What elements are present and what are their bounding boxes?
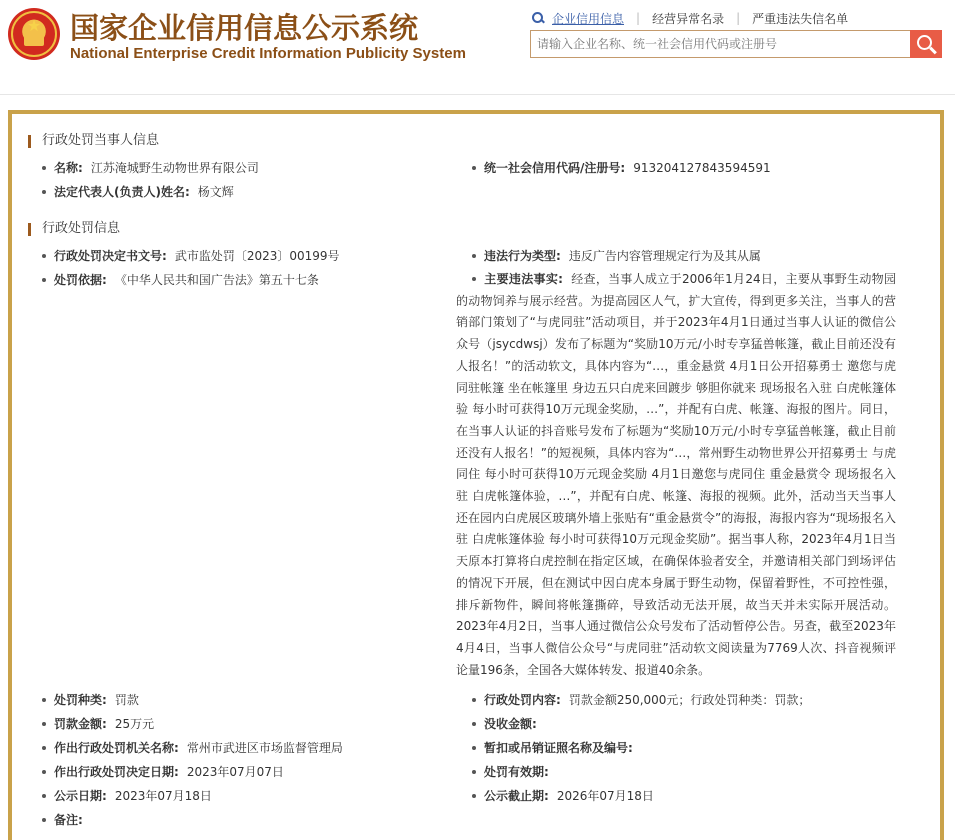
illegal-type-value: 违反广告内容管理规定行为及其从属: [568, 249, 761, 263]
license-label: 暂扣或吊销证照名称及编号:: [484, 741, 633, 755]
section-penalty-title: 行政处罚信息: [26, 218, 926, 240]
confiscate-label: 没收金额:: [484, 717, 537, 731]
penalty-kind-value: 罚款: [114, 693, 139, 707]
authority-value: 常州市武进区市场监督管理局: [186, 741, 343, 755]
party-name-field: [26, 156, 259, 180]
basis-value: 《中华人民共和国广告法》第五十七条: [114, 273, 319, 287]
fine-amount-field: [26, 712, 154, 736]
party-row-1: [26, 156, 926, 180]
penalty-kind-field: [26, 688, 139, 712]
site-title-cn: 国家企业信用信息公示系统: [70, 11, 419, 45]
penalty-row-8: [26, 808, 926, 832]
validity-label: 处罚有效期:: [484, 765, 549, 779]
search-input[interactable]: [531, 31, 911, 57]
decision-no-value: 武市监处罚〔2023〕00199号: [174, 249, 340, 263]
content-frame: [8, 110, 944, 840]
nav-enterprise-credit[interactable]: 企业信用信息: [552, 11, 625, 26]
decision-date-value: 2023年07月07日: [186, 765, 284, 779]
site-header: [0, 0, 955, 95]
penalty-row-2: [26, 268, 926, 688]
nav-separator: |: [636, 11, 641, 25]
fine-amount-label: 罚款金额:: [54, 717, 107, 731]
legal-rep-value: 杨文辉: [197, 185, 234, 199]
confiscate-field: [456, 712, 545, 736]
penalty-content-label: 行政处罚内容:: [484, 693, 561, 707]
party-name-value: 江苏淹城野生动物世界有限公司: [90, 161, 259, 175]
decision-no-label: 行政处罚决定书文号:: [54, 249, 167, 263]
remark-field: [26, 808, 91, 832]
credit-code-value: 913204127843594591: [633, 161, 771, 175]
validity-field: [456, 760, 557, 784]
fine-amount-value: 25万元: [114, 717, 155, 731]
credit-code-label: 统一社会信用代码/注册号:: [484, 161, 626, 175]
publish-end-value: 2026年07月18日: [556, 789, 654, 803]
content-inner: [26, 124, 926, 832]
basis-field: [26, 268, 319, 292]
illegal-type-field: [456, 244, 761, 268]
penalty-row-3: [26, 688, 926, 712]
penalty-content-value: 罚款金额250,000元；行政处罚种类：罚款；: [568, 693, 811, 707]
publish-date-label: 公示日期:: [54, 789, 107, 803]
party-name-label: 名称:: [54, 161, 83, 175]
search-button[interactable]: [910, 30, 942, 58]
search-bar: [530, 30, 942, 58]
authority-label: 作出行政处罚机关名称:: [54, 741, 179, 755]
penalty-row-7: [26, 784, 926, 808]
authority-field: [26, 736, 343, 760]
publish-end-label: 公示截止期:: [484, 789, 549, 803]
decision-date-field: [26, 760, 284, 784]
decision-no-field: [26, 244, 340, 268]
national-emblem-icon: ★: [8, 8, 60, 60]
publish-date-field: [26, 784, 212, 808]
top-nav: [532, 10, 848, 26]
main-facts-value: 经查，当事人成立于2006年1月24日，主要从事野生动物园的动物饲养与展示经营。为提高园区人气，扩大宣传，得到更多关注，当事人的营销部门策划了“与虎同驻”活动项目，并于2023年4月1日通过当事人认证的微信公众号（jsycdwsj）发布了标题为“奖励10万元/小时专享猛兽帐篷，截止目前还没有人报名！”的活动软文，具体内容为“…，重金悬赏 4月1日公开招募勇士 邀您与虎同驻帐篷 坐在帐篷里 身边五只白虎来回踱步 够胆你就来 现场报名入驻 白虎帐篷体验 每小时可获得10万元现金奖励，…”，并配有白虎、帐篷、海报的图片。同日，在当事人认证的抖音账号发布了标题为“奖励10万元/小时专享猛兽帐篷，截止目前还没有人报名！”的短视频，具体内容为“…，常州野生动物世界公开招募勇士 与虎同住 每小时可获得10万元现金奖励 4月1日邀您与虎同住 重金悬赏令 现场报名入驻 白虎帐篷体验，…”，并配有白虎、帐篷、海报的视频。此外，活动当天当事人还在园内白虎展区玻璃外墙上张贴有“重金悬赏令”的海报，海报内容为“现场报名入驻 白虎帐篷体验 每小时可获得10万元现金奖励”。据当事人称，2023年4月1日当天原本打算将白虎控制在指定区域，在确保体验者安全，并邀请相关部门到场评估的情况下开展，但在测试中因白虎本身属于野生动物，保留着野性，不可控性强，排斥新物件，瞬间将帐篷撕碎，导致活动无法开展，故当天并未实际开展活动。2023年4月2日，当事人通过微信公众号发布了活动暂停公告。另查，截至2023年4月4日，当事人微信公众号“与虎同驻”活动软文阅读量为7769人次、抖音视频评论量196条，全国各大媒体转发、报道40余条。: [456, 272, 896, 677]
site-title-en: National Enterprise Credit Information Publicity System: [70, 45, 466, 62]
legal-rep-label: 法定代表人(负责人)姓名:: [54, 185, 190, 199]
license-field: [456, 736, 641, 760]
main-facts-field: [456, 269, 896, 681]
basis-label: 处罚依据:: [54, 273, 107, 287]
decision-date-label: 作出行政处罚决定日期:: [54, 765, 179, 779]
nav-abnormal-list[interactable]: 经营异常名录: [652, 11, 725, 26]
remark-label: 备注:: [54, 813, 83, 827]
penalty-content-field: [456, 688, 810, 712]
party-row-2: [26, 180, 926, 204]
section-party-title: 行政处罚当事人信息: [26, 130, 926, 152]
nav-separator: |: [736, 11, 741, 25]
illegal-type-label: 违法行为类型:: [484, 249, 561, 263]
penalty-row-6: [26, 760, 926, 784]
publish-date-value: 2023年07月18日: [114, 789, 212, 803]
credit-code-field: [456, 156, 771, 180]
search-icon: [532, 12, 544, 24]
penalty-row-1: [26, 244, 926, 268]
penalty-kind-label: 处罚种类:: [54, 693, 107, 707]
penalty-row-4: [26, 712, 926, 736]
legal-rep-field: [26, 180, 234, 204]
main-facts-label: 主要违法事实:: [484, 272, 563, 286]
penalty-row-5: [26, 736, 926, 760]
publish-end-field: [456, 784, 654, 808]
nav-blacklist[interactable]: 严重违法失信名单: [752, 11, 849, 26]
